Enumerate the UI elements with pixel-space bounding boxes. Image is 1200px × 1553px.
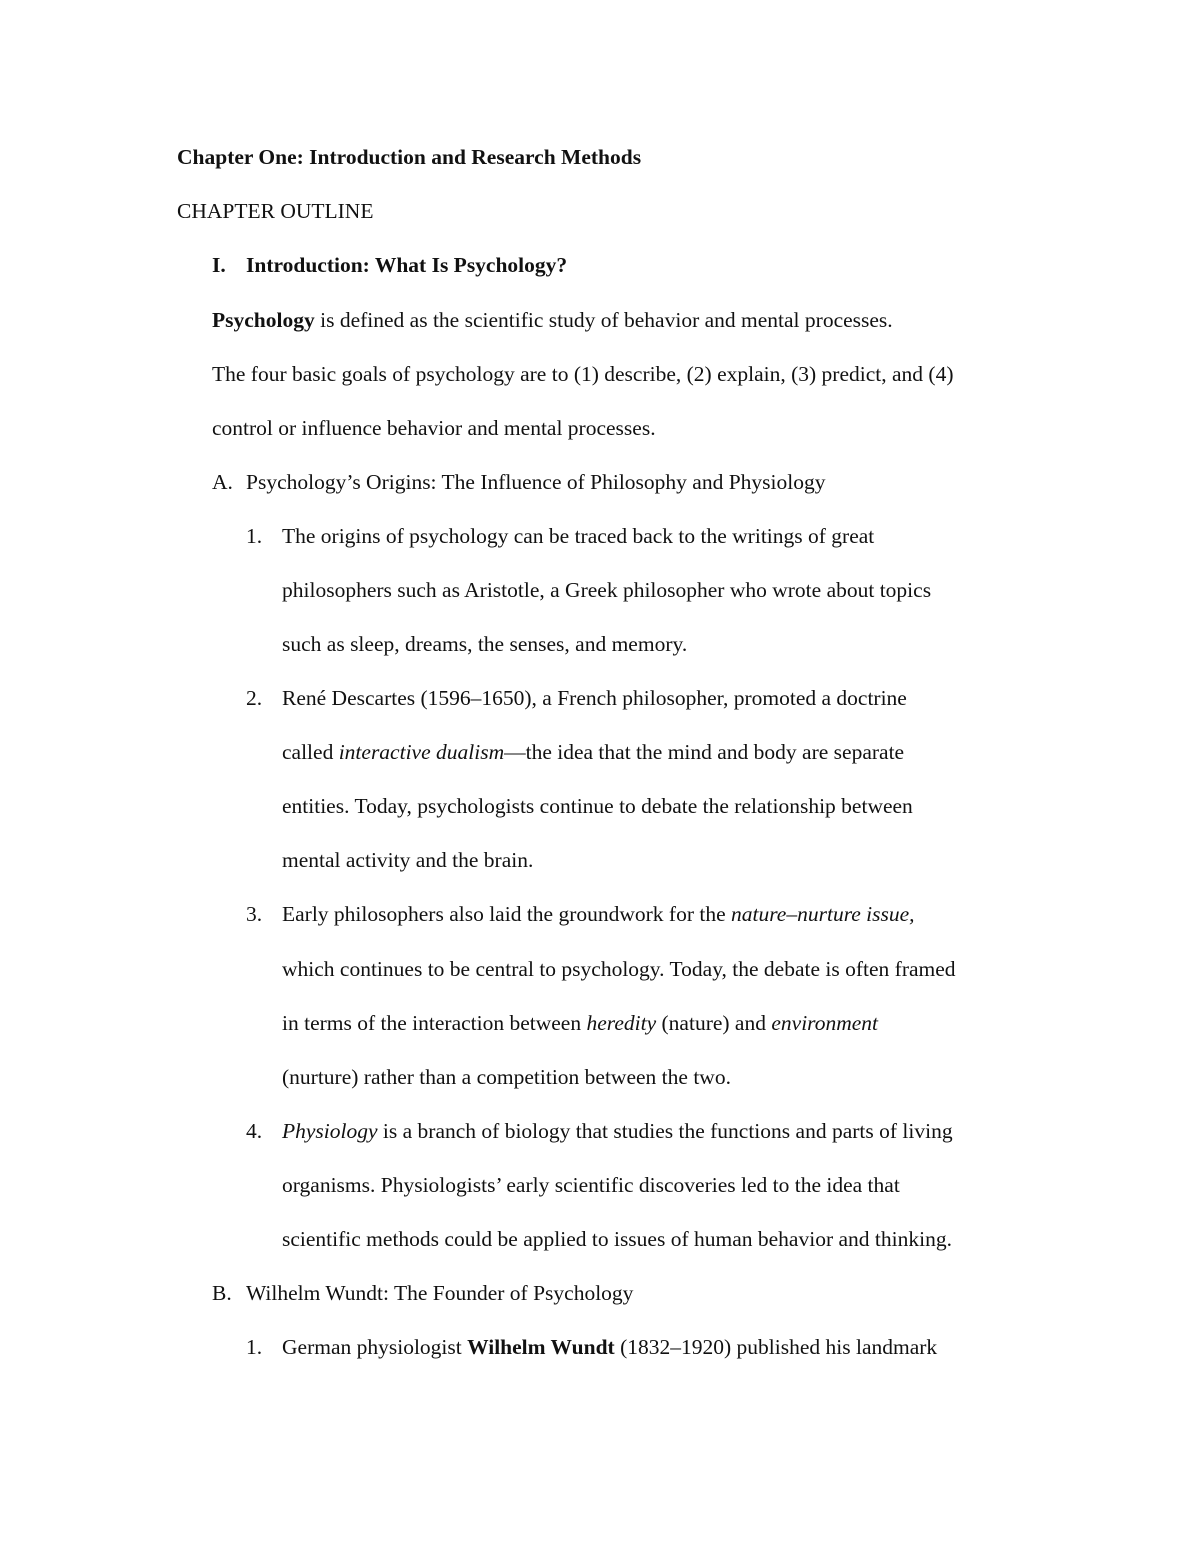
item-b1-line-1-post: (1832–1920) published his landmark <box>614 1335 938 1359</box>
item-a2-line-2 <box>282 738 904 766</box>
psychology-definition <box>212 306 893 334</box>
outline-heading: CHAPTER OUTLINE <box>177 199 374 223</box>
item-a1-line-1: The origins of psychology can be traced back to the writings of great <box>282 524 875 548</box>
item-b1-line-1 <box>282 1333 937 1361</box>
item-a3-line-3 <box>282 1009 878 1037</box>
item-a1-marker: 1. <box>246 524 263 548</box>
term-physiology: Physiology <box>282 1119 378 1143</box>
item-a3-line-1-pre: Early philosophers also laid the groundwork for the <box>282 902 732 926</box>
item-a3-line-4: (nurture) rather than a competition between the two. <box>282 1065 731 1089</box>
section-a-marker: A. <box>212 470 233 494</box>
item-a3-line-1 <box>282 900 915 928</box>
term-nature-nurture: nature–nurture issue, <box>731 902 915 926</box>
item-a3-marker: 3. <box>246 902 263 926</box>
item-a2-line-2-post: —the idea that the mind and body are separate <box>504 740 905 764</box>
item-a3-line-3-pre: in terms of the interaction between <box>282 1011 587 1035</box>
term-heredity: heredity <box>586 1011 657 1035</box>
goals-line-1: The four basic goals of psychology are to (1) describe, (2) explain, (3) predict, and (4) <box>212 362 954 386</box>
section-b-marker: B. <box>212 1281 232 1305</box>
item-a2-line-3: entities. Today, psychologists continue to debate the relationship between <box>282 794 913 818</box>
item-a2-line-1: René Descartes (1596–1650), a French philosopher, promoted a doctrine <box>282 686 907 710</box>
term-environment: environment <box>771 1011 879 1035</box>
goals-line-2: control or influence behavior and mental processes. <box>212 416 656 440</box>
item-a3-line-2: which continues to be central to psychology. Today, the debate is often framed <box>282 957 956 981</box>
item-a3-line-3-mid: (nature) and <box>656 1011 772 1035</box>
item-a2-line-2-pre: called <box>282 740 339 764</box>
section-i-title: Introduction: What Is Psychology? <box>246 253 568 277</box>
item-a1-line-2: philosophers such as Aristotle, a Greek philosopher who wrote about topics <box>282 578 932 602</box>
item-a4-line-1-post: is a branch of biology that studies the functions and parts of living <box>377 1119 953 1143</box>
section-b-title: Wilhelm Wundt: The Founder of Psychology <box>246 1281 634 1305</box>
term-interactive-dualism: interactive dualism <box>338 740 505 764</box>
section-i-marker: I. <box>212 253 226 277</box>
item-a1-line-3: such as sleep, dreams, the senses, and memory. <box>282 632 688 656</box>
item-a4-line-1 <box>282 1117 953 1145</box>
item-b1-marker: 1. <box>246 1335 263 1359</box>
definition-text: is defined as the scientific study of behavior and mental processes. <box>314 308 893 332</box>
item-a2-line-4: mental activity and the brain. <box>282 848 534 872</box>
item-b1-line-1-pre: German physiologist <box>282 1335 468 1359</box>
chapter-title: Chapter One: Introduction and Research Methods <box>177 145 642 169</box>
section-a-title: Psychology’s Origins: The Influence of Philosophy and Physiology <box>246 470 826 494</box>
term-psychology: Psychology <box>212 308 315 332</box>
item-a4-marker: 4. <box>246 1119 263 1143</box>
item-a4-line-2: organisms. Physiologists’ early scientific discoveries led to the idea that <box>282 1173 900 1197</box>
item-a2-marker: 2. <box>246 686 263 710</box>
term-wilhelm-wundt: Wilhelm Wundt <box>467 1335 615 1359</box>
item-a4-line-3: scientific methods could be applied to issues of human behavior and thinking. <box>282 1227 952 1251</box>
